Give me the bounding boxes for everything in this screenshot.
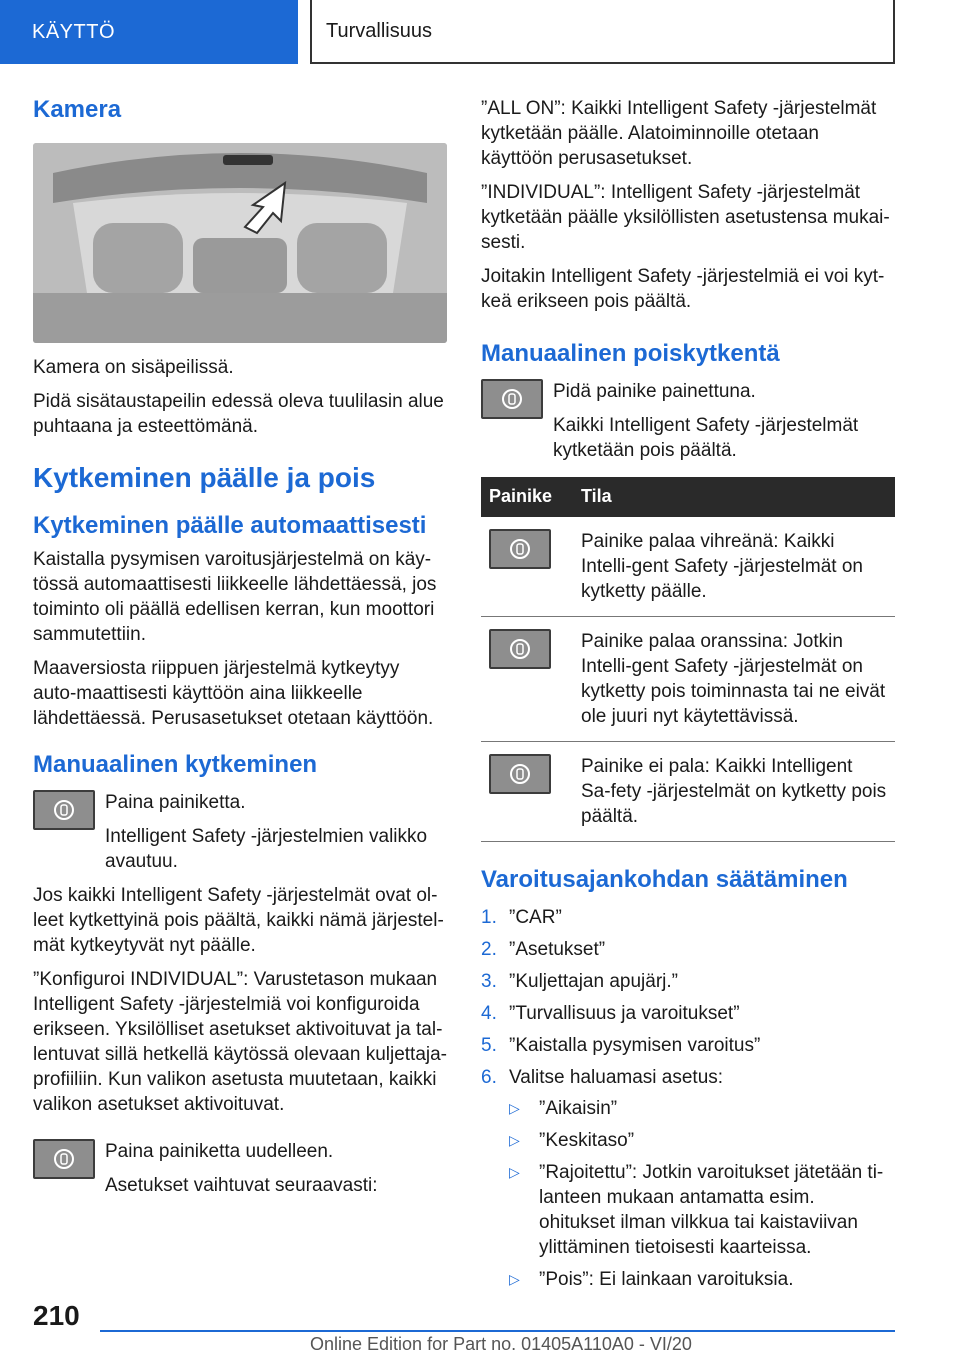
option-item: ▷ ”Keskitaso” (509, 1129, 635, 1151)
section-label: KÄYTTÖ (32, 20, 116, 43)
table-header-tila: Tila (573, 477, 895, 517)
kamera-text-2: Pidä sisätaustapeilin edessä oleva tuulilasin alue puhtaana ja esteettömänä. (33, 390, 444, 437)
heading-kamera: Kamera (33, 96, 122, 123)
safety-button-orange-icon (489, 629, 551, 669)
manual-text-3: Jos kaikki Intelligent Safety -järjestelmät ovat ol-leet kytkettyinä pois päältä, kaikki nämä järjestel-mät kytkeytyvät nyt päälle. (33, 884, 444, 956)
options-list (481, 1096, 895, 1299)
camera-illustration (33, 143, 447, 343)
table-row (481, 741, 895, 841)
table-row (481, 616, 895, 741)
list-item: 2. ”Asetukset” (481, 938, 606, 960)
safety-button-icon (33, 1139, 95, 1179)
allon-text: ”ALL ON”: Kaikki Intelligent Safety -järjestelmät kytketään päälle. Alatoiminnoille otetaan käyttöön perusasetukset. (481, 98, 877, 169)
individual-text: ”INDIVIDUAL”: Intelligent Safety -järjestelmät kytketään päälle yksilöllisten asetustensa mukai-sesti. (481, 182, 890, 253)
heading-poiskytkenta: Manuaalinen poiskytkentä (481, 340, 780, 367)
option-item: ▷ ”Aikaisin” (509, 1097, 618, 1119)
auto-text-1: Kaistalla pysymisen varoitusjärjestelmä on käy-tössä automaattisesti liikkeelle lähdettäessä, jos toiminto oli päällä edellisen kerran, kun moottori sammutettiin. (33, 549, 437, 646)
chapter-title (310, 0, 895, 64)
table-cell-tila: Painike palaa vihreänä: Kaikki Intelli-gent Safety -järjestelmät on kytketty päälle. (573, 517, 895, 617)
safety-button-icon (481, 379, 543, 419)
auto-text-2: Maaversiosta riippuen järjestelmä kytkeytyy auto-maattisesti käyttöön aina liikkeelle lähdettäessä. Perusasetukset otetaan käyttöön. (33, 658, 434, 730)
heading-kytkeminen: Kytkeminen päälle ja pois (33, 461, 376, 493)
safety-button-green-icon (489, 529, 551, 569)
safety-button-icon (33, 790, 95, 830)
poisk-text-2: Kaikki Intelligent Safety -järjestelmät kytketään pois päältä. (553, 414, 859, 461)
poisk-row (481, 379, 895, 463)
heading-automaattisesti: Kytkeminen päälle automaattisesti (33, 512, 427, 540)
list-item: 6. Valitse haluamasi asetus: ▷ ”Aikaisin” ▷ ”Keskitaso” ▷ ”Rajoitettu”: Jotkin varoitukset jätetään ti-lanteen mukaan antamatta esim. ohitukset ilman vilkkua tai kaistaviivan ylittäminen tietoisesti kaarteissa. ▷ ”Pois”: Ei lainkaan varoituksia. (481, 1065, 895, 1299)
triangle-bullet-icon: ▷ (509, 1270, 520, 1287)
table-cell-tila: Painike ei pala: Kaikki Intelligent Sa-fety -järjestelmät on kytketty pois päältä. (573, 741, 895, 841)
right-column (481, 96, 895, 1306)
list-item: 1. ”CAR” (481, 906, 562, 928)
heading-manuaalinen-kytkeminen: Manuaalinen kytkeminen (33, 751, 318, 779)
list-item: 4. ”Turvallisuus ja varoitukset” (481, 1002, 740, 1024)
some-systems-text: Joitakin Intelligent Safety -järjestelmiä ei voi kyt-keä erikseen pois päältä. (481, 266, 885, 312)
poisk-text-1: Pidä painike painettuna. (553, 380, 756, 402)
table-header-row (481, 477, 895, 517)
table-row (481, 517, 895, 617)
triangle-bullet-icon: ▷ (509, 1131, 520, 1148)
kamera-text-1: Kamera on sisäpeilissä. (33, 356, 234, 378)
car-interior-image (33, 143, 447, 343)
option-item: ▷ ”Pois”: Ei lainkaan varoituksia. (509, 1268, 794, 1290)
manual-press-row (33, 790, 447, 874)
list-item: 3. ”Kuljettajan apujärj.” (481, 970, 678, 992)
manual-text-2: Intelligent Safety -järjestelmien valikko avautuu. (105, 825, 428, 872)
table-cell-tila: Painike palaa oranssina: Jotkin Intelli-gent Safety -järjestelmät on kytketty pois toiminnasta tai ne eivät ole juuri nyt käytettävissä. (573, 616, 895, 741)
manual-press-again-row (33, 1139, 447, 1198)
manual-text-1: Paina painiketta. (105, 791, 246, 813)
chapter-title-text: Turvallisuus (326, 19, 432, 42)
triangle-bullet-icon: ▷ (509, 1163, 520, 1180)
safety-button-off-icon (489, 754, 551, 794)
section-tab (0, 0, 298, 64)
triangle-bullet-icon: ▷ (509, 1099, 520, 1116)
heading-varoitusajankohta: Varoitusajankohdan säätäminen (481, 865, 848, 893)
page-number: 210 (33, 1300, 80, 1331)
steps-list (481, 905, 895, 1299)
list-item: 5. ”Kaistalla pysymisen varoitus” (481, 1034, 761, 1056)
manual-text-6: Asetukset vaihtuvat seuraavasti: (105, 1174, 378, 1196)
left-column (33, 96, 447, 1207)
table-header-painike: Painike (481, 477, 573, 517)
manual-text-5: Paina painiketta uudelleen. (105, 1140, 334, 1162)
footer-divider (100, 1330, 895, 1332)
option-item: ▷ ”Rajoitettu”: Jotkin varoitukset jätetään ti-lanteen mukaan antamatta esim. ohitukset ilman vilkkua tai kaistaviivan ylittäminen tietoisesti kaarteissa. (509, 1161, 884, 1258)
status-table (481, 477, 895, 842)
manual-text-4: ”Konfiguroi INDIVIDUAL”: Varustetason mukaan Intelligent Safety -järjestelmiä voi konfiguroida erikseen. Yksilölliset asetukset aktivoituvat ja tal-lentuvat sillä hetkellä käytössä olevaan kuljettaja-profiiliin. Kun valikon asetusta muutetaan, kaikki valikon asetukset aktivoituvat. (33, 968, 448, 1115)
footer-edition: Online Edition for Part no. 01405A110A0 - VI/20 (310, 1334, 692, 1354)
